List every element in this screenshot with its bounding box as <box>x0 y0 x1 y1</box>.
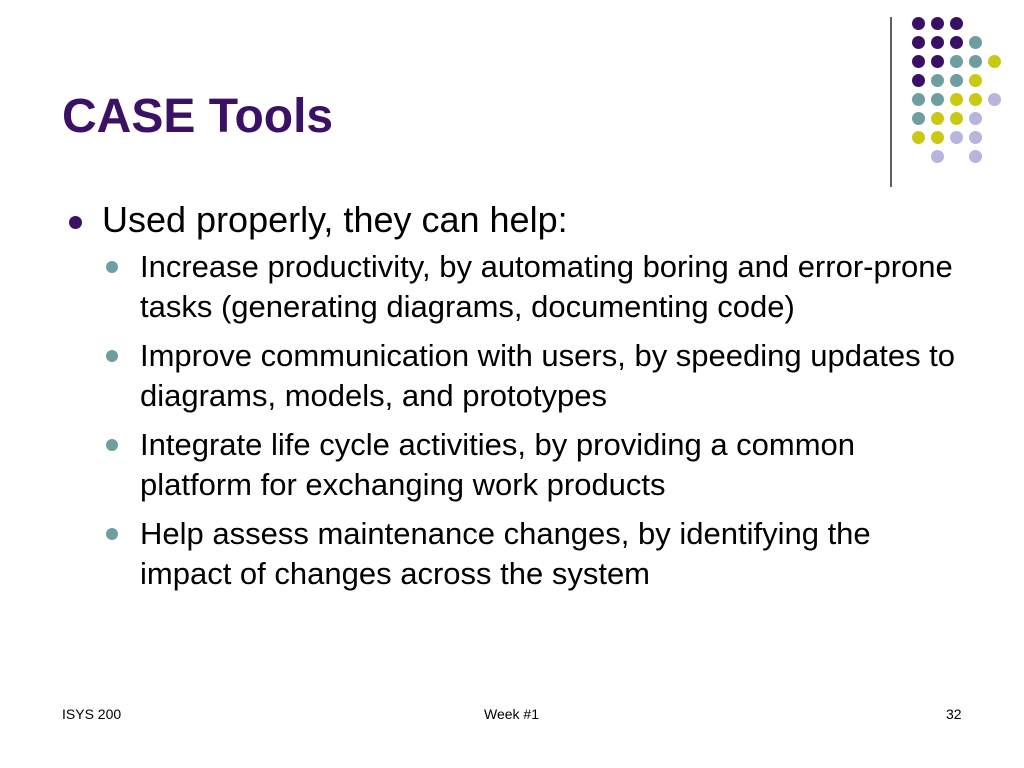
bullet-level2-text: Integrate life cycle activities, by providing a common platform for exchanging work products <box>140 427 856 503</box>
slide-body <box>62 198 962 603</box>
bullet-level1 <box>62 198 962 241</box>
decor-dot <box>969 74 982 87</box>
decor-dot <box>931 93 944 106</box>
bullet-level2-text: Help assess maintenance changes, by identifying the impact of changes across the system <box>140 516 871 592</box>
decor-dot <box>969 36 982 49</box>
decor-dot <box>931 131 944 144</box>
decor-dot <box>931 112 944 125</box>
decor-dot <box>931 17 944 30</box>
decor-dot <box>969 55 982 68</box>
decor-dot <box>912 55 925 68</box>
bullet-level2 <box>62 425 962 505</box>
decor-dot <box>988 93 1001 106</box>
decor-dot <box>912 17 925 30</box>
bullet-level2-text: Improve communication with users, by speeding updates to diagrams, models, and prototypes <box>140 338 956 414</box>
decor-dot <box>969 93 982 106</box>
decor-dot <box>950 93 963 106</box>
bullet-level1-text: Used properly, they can help: <box>102 199 568 240</box>
decor-dot <box>912 36 925 49</box>
decor-dot <box>950 36 963 49</box>
footer-course: ISYS 200 <box>62 706 122 722</box>
bullet-level2 <box>62 514 962 594</box>
slide-title: CASE Tools <box>62 90 334 143</box>
decor-dot <box>969 131 982 144</box>
bullet-dot-icon <box>106 528 118 540</box>
decor-dot <box>969 112 982 125</box>
decor-dot <box>950 112 963 125</box>
bullet-dot-icon <box>69 216 82 229</box>
bullet-dot-icon <box>106 350 118 362</box>
bullet-level2 <box>62 336 962 416</box>
decor-dot <box>950 131 963 144</box>
decor-dot <box>912 112 925 125</box>
decor-dot <box>950 55 963 68</box>
vertical-divider <box>890 17 892 187</box>
bullet-dot-icon <box>106 439 118 451</box>
decor-dot <box>912 74 925 87</box>
decor-dot <box>912 131 925 144</box>
footer-page-number: 32 <box>946 706 962 722</box>
decor-dot <box>931 74 944 87</box>
decor-dot <box>950 74 963 87</box>
bullet-dot-icon <box>106 261 118 273</box>
footer-week: Week #1 <box>484 706 539 722</box>
decor-dot <box>912 93 925 106</box>
decor-dot <box>969 150 982 163</box>
bullet-level2 <box>62 247 962 327</box>
decor-dot <box>988 55 1001 68</box>
decor-dot <box>931 55 944 68</box>
bullet-level2-text: Increase productivity, by automating boring and error-prone tasks (generating diagrams, documenting code) <box>140 249 953 325</box>
decor-dot <box>931 36 944 49</box>
decor-dot <box>931 150 944 163</box>
decor-dot <box>950 17 963 30</box>
